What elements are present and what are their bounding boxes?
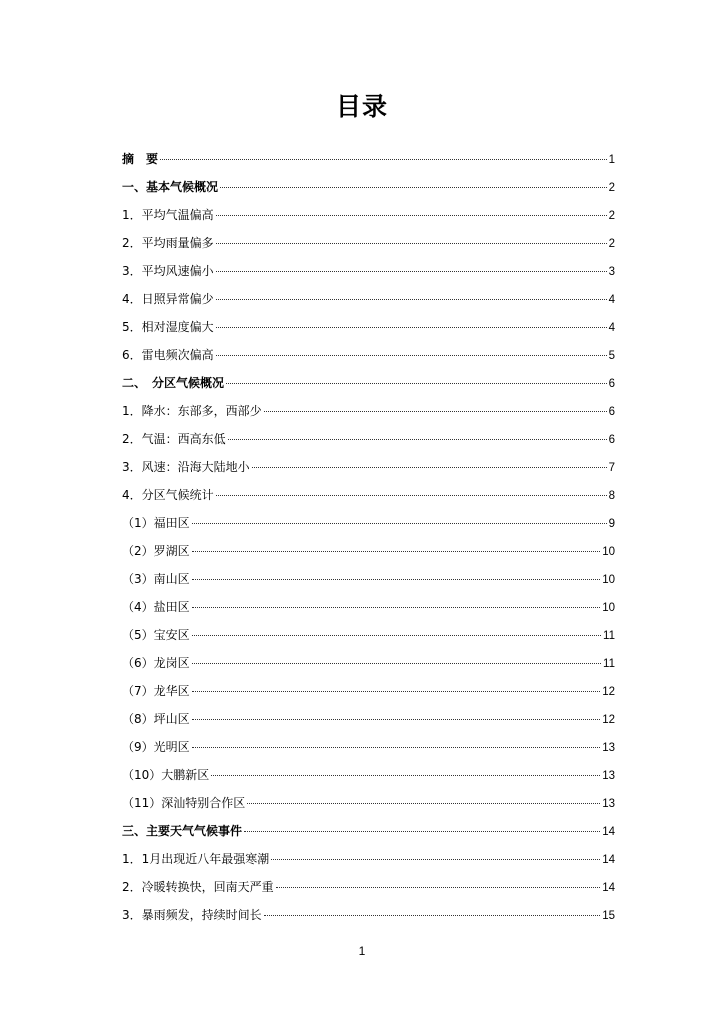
toc-entry-text: 4．日照异常偏少 bbox=[122, 292, 214, 306]
toc-entry-text: 5．相对湿度偏大 bbox=[122, 320, 214, 334]
toc-entry[interactable] bbox=[122, 145, 615, 173]
toc-entry-page: 2 bbox=[608, 182, 615, 194]
toc-dot-leader bbox=[216, 271, 607, 272]
toc-dot-leader bbox=[211, 775, 600, 776]
table-of-contents bbox=[122, 145, 615, 929]
toc-dot-leader bbox=[192, 691, 601, 692]
toc-entry-page: 8 bbox=[608, 490, 615, 502]
toc-dot-leader bbox=[192, 607, 601, 608]
toc-entry-text: 2．气温：西高东低 bbox=[122, 432, 226, 446]
toc-dot-leader bbox=[192, 523, 607, 524]
toc-entry-page: 4 bbox=[608, 322, 615, 334]
toc-dot-leader bbox=[271, 859, 600, 860]
toc-dot-leader bbox=[216, 355, 607, 356]
toc-entry-page: 6 bbox=[608, 406, 615, 418]
toc-entry-page: 7 bbox=[608, 462, 615, 474]
toc-entry-text: 1．降水：东部多，西部少 bbox=[122, 404, 262, 418]
toc-entry[interactable] bbox=[122, 565, 615, 593]
toc-dot-leader bbox=[264, 411, 607, 412]
toc-entry-page: 10 bbox=[602, 574, 615, 586]
toc-dot-leader bbox=[192, 663, 601, 664]
toc-entry-page: 4 bbox=[608, 294, 615, 306]
toc-dot-leader bbox=[276, 887, 601, 888]
toc-entry[interactable] bbox=[122, 593, 615, 621]
toc-entry-text: （3）南山区 bbox=[122, 572, 190, 586]
toc-entry[interactable] bbox=[122, 313, 615, 341]
toc-entry-text: 6．雷电频次偏高 bbox=[122, 348, 214, 362]
toc-dot-leader bbox=[192, 747, 601, 748]
toc-entry-page: 15 bbox=[602, 910, 615, 922]
toc-entry-page: 12 bbox=[602, 686, 615, 698]
toc-entry-page: 14 bbox=[602, 854, 615, 866]
toc-entry-page: 3 bbox=[608, 266, 615, 278]
toc-dot-leader bbox=[192, 551, 601, 552]
toc-entry[interactable] bbox=[122, 733, 615, 761]
toc-entry-text: （11）深汕特别合作区 bbox=[122, 796, 246, 810]
toc-entry-page: 9 bbox=[608, 518, 615, 530]
toc-entry[interactable] bbox=[122, 705, 615, 733]
toc-entry[interactable] bbox=[122, 677, 615, 705]
toc-entry[interactable] bbox=[122, 397, 615, 425]
toc-entry-page: 13 bbox=[602, 742, 615, 754]
toc-dot-leader bbox=[226, 383, 607, 384]
toc-entry[interactable] bbox=[122, 621, 615, 649]
toc-entry[interactable] bbox=[122, 817, 615, 845]
toc-entry-text: （4）盐田区 bbox=[122, 600, 190, 614]
toc-entry-page: 2 bbox=[608, 238, 615, 250]
toc-entry-page: 6 bbox=[608, 378, 615, 390]
toc-entry[interactable] bbox=[122, 425, 615, 453]
toc-dot-leader bbox=[192, 635, 601, 636]
toc-entry[interactable] bbox=[122, 229, 615, 257]
toc-entry-text: 4．分区气候统计 bbox=[122, 488, 214, 502]
toc-entry-text: 1．1月出现近八年最强寒潮 bbox=[122, 852, 270, 866]
page-footer-number: 1 bbox=[358, 944, 366, 958]
toc-entry-text: 2．平均雨量偏多 bbox=[122, 236, 214, 250]
toc-entry-page: 10 bbox=[602, 602, 615, 614]
toc-entry-text: 1．平均气温偏高 bbox=[122, 208, 214, 222]
toc-entry[interactable] bbox=[122, 873, 615, 901]
toc-entry[interactable] bbox=[122, 901, 615, 929]
toc-entry-page: 13 bbox=[602, 770, 615, 782]
toc-entry-text: 3．平均风速偏小 bbox=[122, 264, 214, 278]
toc-entry[interactable] bbox=[122, 341, 615, 369]
toc-entry-text: 摘 要 bbox=[122, 152, 159, 166]
toc-entry-text: （10）大鹏新区 bbox=[122, 768, 210, 782]
toc-entry-text: （2）罗湖区 bbox=[122, 544, 190, 558]
toc-entry-page: 14 bbox=[602, 826, 615, 838]
toc-entry-page: 12 bbox=[602, 714, 615, 726]
toc-entry[interactable] bbox=[122, 509, 615, 537]
toc-entry[interactable] bbox=[122, 761, 615, 789]
toc-dot-leader bbox=[264, 915, 601, 916]
toc-dot-leader bbox=[216, 299, 607, 300]
toc-entry-text: （7）龙华区 bbox=[122, 684, 190, 698]
toc-dot-leader bbox=[216, 495, 607, 496]
toc-entry[interactable] bbox=[122, 201, 615, 229]
toc-entry-text: 2．冷暖转换快，回南天严重 bbox=[122, 880, 274, 894]
toc-entry-text: （5）宝安区 bbox=[122, 628, 190, 642]
toc-dot-leader bbox=[252, 467, 607, 468]
toc-entry[interactable] bbox=[122, 845, 615, 873]
toc-entry-page: 14 bbox=[602, 882, 615, 894]
toc-entry-page: 5 bbox=[608, 350, 615, 362]
toc-entry-text: （8）坪山区 bbox=[122, 712, 190, 726]
toc-entry[interactable] bbox=[122, 537, 615, 565]
toc-entry-page: 11 bbox=[603, 630, 615, 642]
toc-entry-text: 二、 分区气候概况 bbox=[122, 376, 225, 390]
toc-entry-text: （6）龙岗区 bbox=[122, 656, 190, 670]
toc-dot-leader bbox=[160, 159, 607, 160]
toc-dot-leader bbox=[220, 187, 607, 188]
toc-entry-text: 三、主要天气气候事件 bbox=[122, 824, 243, 838]
toc-entry-page: 6 bbox=[608, 434, 615, 446]
toc-entry-page: 10 bbox=[602, 546, 615, 558]
toc-entry[interactable] bbox=[122, 369, 615, 397]
toc-entry-page: 13 bbox=[602, 798, 615, 810]
toc-entry[interactable] bbox=[122, 453, 615, 481]
toc-entry-page: 11 bbox=[603, 658, 615, 670]
toc-entry-text: 一、基本气候概况 bbox=[122, 180, 219, 194]
toc-dot-leader bbox=[216, 243, 607, 244]
toc-entry[interactable] bbox=[122, 285, 615, 313]
toc-entry-text: 3．暴雨频发，持续时间长 bbox=[122, 908, 262, 922]
toc-entry[interactable] bbox=[122, 649, 615, 677]
toc-dot-leader bbox=[192, 579, 601, 580]
toc-dot-leader bbox=[247, 803, 600, 804]
toc-dot-leader bbox=[192, 719, 601, 720]
toc-title: 目录 bbox=[335, 92, 388, 121]
toc-entry-text: （9）光明区 bbox=[122, 740, 190, 754]
toc-dot-leader bbox=[228, 439, 607, 440]
toc-entry-text: 3．风速：沿海大陆地小 bbox=[122, 460, 250, 474]
toc-dot-leader bbox=[216, 215, 607, 216]
toc-entry-text: （1）福田区 bbox=[122, 516, 190, 530]
toc-entry[interactable] bbox=[122, 789, 615, 817]
toc-entry[interactable] bbox=[122, 257, 615, 285]
toc-dot-leader bbox=[216, 327, 607, 328]
toc-entry-page: 2 bbox=[608, 210, 615, 222]
toc-dot-leader bbox=[244, 831, 600, 832]
toc-entry[interactable] bbox=[122, 173, 615, 201]
toc-entry[interactable] bbox=[122, 481, 615, 509]
toc-entry-page: 1 bbox=[608, 154, 615, 166]
